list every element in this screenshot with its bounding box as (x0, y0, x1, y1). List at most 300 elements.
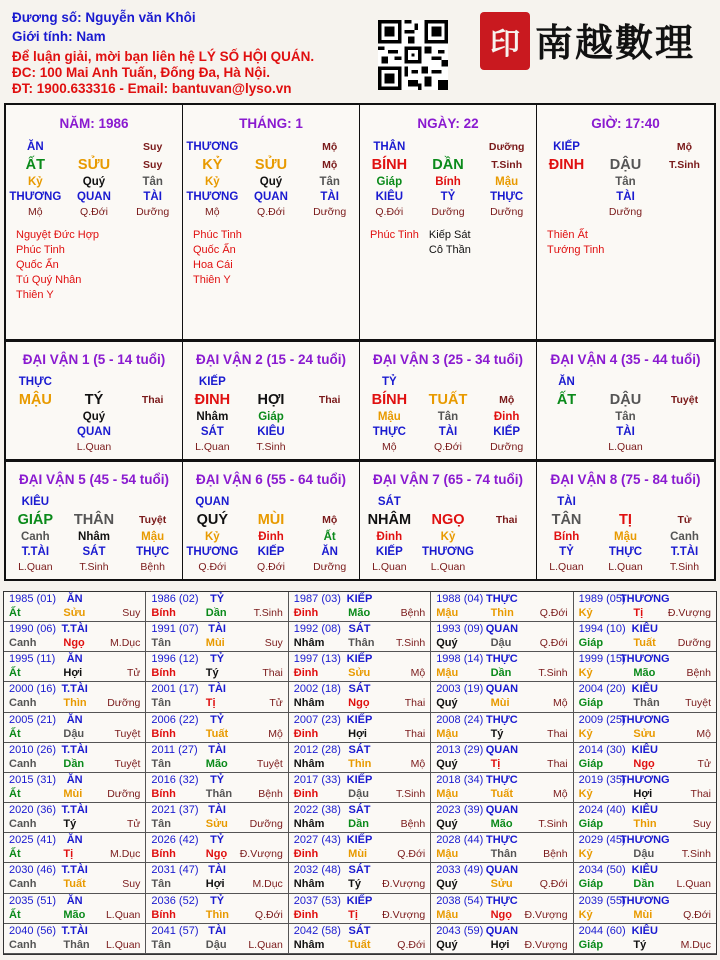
pillar-title: THÁNG: 1 (239, 116, 303, 131)
year-number: 1992 (08) (293, 623, 341, 636)
dai-van-hidden-can: Đinh (258, 531, 284, 543)
year-cell (146, 682, 288, 712)
star-red: Thiên Y (193, 274, 231, 286)
pillar-chi: SỬU (254, 157, 288, 173)
dai-van-hidden-star: KIẾP (375, 546, 403, 558)
qr-code-icon[interactable] (378, 20, 448, 90)
pillar-hidden-can: Quý (259, 176, 283, 188)
year-chi: Tị (205, 697, 216, 710)
year-can: Giáp (578, 938, 604, 951)
dai-van-hidden-can (123, 410, 182, 425)
year-stage: M.Dục (252, 878, 283, 891)
year-chi: Tý (348, 878, 362, 891)
dai-van-main-row (6, 510, 182, 530)
year-cell (431, 773, 573, 803)
year-chi: Tý (205, 667, 219, 680)
pillar-hidden-star-row (360, 190, 536, 205)
pillar-hidden-star: THƯƠNG (9, 191, 62, 203)
year-chi: Thìn (633, 818, 657, 831)
dai-van-hidden-star: TÀI (438, 426, 458, 438)
year-line-1 (574, 713, 716, 727)
year-cell (431, 803, 573, 833)
dai-van-hidden-note: T.Sinh (79, 561, 109, 573)
dai-van-hidden-note (6, 440, 65, 455)
year-can: Giáp (578, 878, 604, 891)
year-chi: Dần (63, 757, 85, 770)
year-line-2 (146, 817, 287, 831)
year-stage: Suy (692, 818, 711, 831)
year-stage: M.Dục (680, 938, 711, 951)
dai-van-hidden-can: Canh (20, 531, 50, 543)
year-stage: Suy (264, 637, 283, 650)
year-star: TỶ (210, 653, 225, 666)
pillar-hidden-note-row (183, 205, 359, 220)
dai-van-hidden-note-row (6, 560, 182, 575)
year-can: Kỷ (578, 667, 593, 680)
dai-van-hidden-star: THỰC (372, 426, 406, 438)
year-line-2 (146, 606, 287, 620)
dai-van-3 (360, 342, 537, 459)
year-star: THỰC (486, 894, 518, 907)
year-can: Giáp (578, 757, 604, 770)
star-red: Tú Quý Nhân (16, 274, 82, 286)
year-number: 2007 (23) (293, 713, 341, 726)
year-chi: Dậu (633, 848, 655, 861)
year-line-2 (574, 727, 716, 741)
year-can: Tân (151, 757, 171, 770)
year-cell (4, 743, 146, 773)
year-cell (146, 924, 288, 954)
pillar-stars-red-col (370, 228, 419, 258)
year-star: ĂN (66, 713, 83, 726)
year-chi: Ngọ (205, 848, 228, 861)
year-star: TỶ (210, 894, 225, 907)
pillar-main-row (183, 155, 359, 175)
pillar-hidden-note: Dưỡng (313, 206, 347, 218)
year-star: TÀI (208, 743, 226, 756)
pillar-hidden-can: Quý (82, 176, 106, 188)
year-can: Mậu (436, 607, 459, 619)
year-number: 2003 (19) (436, 683, 484, 696)
year-chi: Sửu (490, 878, 513, 891)
dai-van-hidden-can (655, 410, 714, 425)
year-can: Quý (436, 637, 458, 650)
year-can: Đinh (293, 727, 319, 740)
year-number: 2005 (21) (9, 713, 57, 726)
year-line-1 (146, 833, 287, 847)
year-line-2 (4, 787, 145, 801)
year-line-2 (146, 757, 287, 771)
year-number: 2000 (16) (9, 683, 57, 696)
dai-van-hidden-star: THƯƠNG (422, 546, 474, 558)
dai-van-8 (537, 462, 714, 579)
year-line-2 (431, 908, 572, 922)
dai-van-blank (596, 495, 655, 510)
year-chi: Dần (633, 878, 655, 891)
year-can: Nhâm (293, 757, 325, 770)
year-chi: Tý (490, 727, 504, 740)
pillar-hidden-can-row (6, 175, 182, 190)
pillar-top-row (360, 140, 536, 155)
year-number: 1988 (04) (436, 593, 484, 605)
dai-van-hidden-note-row (183, 440, 359, 455)
year-stage: Tuyệt (685, 697, 711, 710)
year-line-1 (146, 743, 287, 757)
year-number: 2010 (26) (9, 743, 57, 756)
pillar-hidden-note: Q.Đới (257, 206, 285, 218)
year-line-1 (289, 894, 430, 908)
year-stage: Q.Đới (397, 938, 426, 951)
year-star: TÀI (208, 623, 226, 636)
year-can: Bính (151, 727, 176, 740)
year-line-2 (146, 666, 287, 680)
year-line-2 (289, 877, 430, 891)
year-cell (431, 894, 573, 924)
year-can: Ất (9, 908, 21, 921)
year-can: Canh (9, 637, 37, 650)
pillar-chi: DẬU (609, 157, 642, 173)
year-number: 2002 (18) (293, 683, 341, 696)
dai-van-1 (6, 342, 183, 459)
dai-van-hidden-can: Mậu (377, 411, 401, 423)
dai-van-hidden-can: Ất (323, 531, 336, 543)
year-can: Nhâm (293, 697, 325, 710)
pillar-hidden-star: THƯƠNG (186, 191, 239, 203)
year-star: TỶ (210, 713, 225, 726)
star-red: Nguyệt Đức Hợp (16, 229, 100, 241)
year-star: SÁT (348, 743, 371, 756)
year-chi: Thìn (205, 908, 229, 921)
year-chi: Dậu (63, 727, 85, 740)
pillar-hidden-star: TỶ (440, 191, 456, 203)
year-star: ĂN (66, 773, 83, 786)
year-line-1 (146, 924, 287, 938)
pillar-hidden-can: Tân (319, 176, 340, 188)
year-line-2 (574, 908, 716, 922)
dai-van-hidden-can: Kỷ (204, 531, 220, 543)
year-can: Nhâm (293, 878, 325, 891)
year-chi: Mùi (348, 848, 368, 861)
year-line-1 (146, 682, 287, 696)
pillar-top-blank (419, 140, 478, 155)
year-chi: Mão (348, 607, 371, 619)
dai-van-row-2 (4, 460, 716, 581)
dai-van-hidden-can-row (6, 530, 182, 545)
year-line-2 (289, 696, 430, 710)
dai-van-6 (183, 462, 360, 579)
year-line-1 (574, 652, 716, 666)
year-number: 2029 (45) (578, 834, 626, 847)
year-stage: Suy (122, 607, 141, 619)
dai-van-hidden-can (537, 410, 596, 425)
year-stage: Suy (122, 878, 141, 891)
pillar-hidden-can: Kỷ (204, 176, 220, 188)
year-stage: Q.Đới (539, 637, 568, 650)
year-cell (4, 773, 146, 803)
dai-van-hidden-star-row (360, 425, 536, 440)
dai-van-hidden-can: Kỷ (440, 531, 456, 543)
year-star: THƯƠNG (619, 593, 670, 605)
year-cell (574, 713, 716, 743)
year-cell (431, 924, 573, 954)
dai-van-chi: TUẤT (428, 392, 468, 408)
dai-van-blank-2 (655, 375, 714, 390)
dai-van-star-row (360, 495, 536, 510)
year-stage: T.Sinh (538, 667, 568, 680)
dai-van-star: SÁT (377, 496, 401, 508)
year-cell (289, 682, 431, 712)
year-star: THƯƠNG (619, 653, 670, 666)
pillar-stars-wrap (370, 228, 536, 258)
dai-van-hidden-note: L.Quan (372, 561, 407, 573)
year-star: T.TÀI (61, 864, 88, 877)
year-line-1 (574, 833, 716, 847)
year-chi: Thân (63, 938, 90, 951)
year-cell (146, 894, 288, 924)
year-number: 2034 (50) (578, 864, 626, 877)
year-cell (4, 894, 146, 924)
year-line-1 (574, 773, 716, 787)
pillar-top-star: ĂN (27, 141, 44, 153)
year-stage: Dưỡng (677, 637, 711, 650)
dai-van-hidden-note (123, 440, 182, 455)
year-stage: Mộ (410, 667, 426, 680)
dai-van-chi: TÝ (84, 392, 104, 408)
year-star: THỰC (486, 593, 518, 605)
year-cell (4, 682, 146, 712)
dai-van-hidden-star (537, 425, 596, 440)
year-cell (574, 894, 716, 924)
year-chi: Sửu (633, 727, 656, 740)
pillar-main-row (360, 155, 536, 175)
year-chi: Thân (205, 787, 233, 800)
year-stage: Dưỡng (107, 697, 141, 710)
year-chi: Dần (490, 667, 512, 680)
year-cell (146, 743, 288, 773)
year-can: Mậu (436, 848, 459, 861)
year-line-1 (574, 924, 716, 938)
dai-van-hidden-star: QUAN (77, 426, 111, 438)
year-stage: Mộ (268, 727, 283, 740)
star-red: Phúc Tinh (370, 229, 419, 241)
year-cell (431, 743, 573, 773)
pillar-main-row (6, 155, 182, 175)
year-number: 2031 (47) (151, 864, 199, 877)
pillar-can: BÍNH (371, 157, 408, 173)
year-number: 2014 (30) (578, 743, 626, 756)
pillar-top-stage: Mộ (322, 141, 338, 153)
year-can: Tân (151, 818, 171, 831)
year-cell (431, 713, 573, 743)
dai-van-can: GIÁP (17, 512, 54, 528)
year-number: 2028 (44) (436, 834, 484, 847)
dai-van-hidden-can: Đinh (376, 531, 403, 543)
year-star: T.TÀI (61, 924, 88, 937)
year-stage: L.Quan (105, 908, 141, 921)
dai-van-hidden-can: Nhâm (78, 531, 110, 543)
year-stage: Q.Đới (397, 848, 426, 861)
year-line-2 (146, 727, 287, 741)
year-line-2 (574, 636, 716, 650)
year-can: Mậu (436, 908, 459, 921)
dai-van-hidden-note (655, 440, 714, 455)
year-number: 2033 (49) (436, 864, 484, 877)
year-chi: Mùi (633, 908, 653, 921)
year-stage: Thai (262, 667, 283, 680)
year-number: 2026 (42) (151, 834, 199, 847)
year-can: Ất (9, 787, 21, 800)
pillar-hidden-note: Q.Đới (375, 206, 404, 218)
year-line-1 (431, 682, 572, 696)
pillar-hidden-can-row (537, 175, 714, 190)
dai-van-hidden-can-row (6, 410, 182, 425)
year-line-1 (289, 743, 430, 757)
year-stage: L.Quan (105, 938, 141, 951)
year-can: Ất (9, 607, 21, 619)
dai-van-hidden-note: L.Quan (195, 441, 230, 453)
year-line-1 (431, 924, 572, 938)
pillar-hidden-can: Giáp (376, 176, 403, 188)
year-stage: Mộ (553, 787, 568, 800)
dai-van-7 (360, 462, 537, 579)
year-star: THƯƠNG (619, 713, 670, 726)
year-can: Đinh (293, 908, 319, 921)
year-number: 2035 (51) (9, 894, 57, 907)
year-can: Quý (436, 938, 458, 951)
year-stage: T.Sinh (538, 818, 568, 831)
year-stage: Mộ (410, 757, 426, 770)
year-star: THỰC (486, 834, 518, 847)
pillar-top-blank (242, 140, 301, 155)
dai-van-hidden-note: Dưỡng (490, 441, 524, 453)
year-chi: Mùi (490, 697, 510, 710)
year-can: Canh (9, 697, 37, 710)
dai-van-star: KIÊU (21, 496, 50, 508)
year-cell (431, 682, 573, 712)
year-star: KIÊU (631, 864, 658, 877)
year-number: 1994 (10) (578, 623, 626, 636)
star-black: Kiếp Sát (428, 229, 471, 241)
year-star: KIẾP (346, 653, 373, 666)
year-line-2 (431, 636, 572, 650)
pillar-hidden-note-row (6, 205, 182, 220)
year-cell (574, 652, 716, 682)
year-stage: Tử (126, 667, 141, 680)
year-stage: Bệnh (400, 818, 426, 831)
dai-van-hidden-can: Đinh (493, 411, 520, 423)
year-number: 2025 (41) (9, 834, 57, 847)
star-red: Phúc Tinh (193, 229, 242, 241)
year-line-2 (289, 666, 430, 680)
dai-van-hidden-star-row (6, 545, 182, 560)
year-number: 2022 (38) (293, 804, 341, 817)
year-number: 2021 (37) (151, 804, 199, 817)
year-stage: Mộ (553, 697, 568, 710)
dai-van-hidden-note: L.Quan (18, 561, 53, 573)
year-chi: Tuất (205, 727, 229, 740)
owner-name: Đương số: Nguyễn văn Khôi (12, 10, 196, 25)
year-star: SÁT (348, 683, 371, 696)
year-star: KIÊU (631, 924, 658, 937)
dai-van-hidden-note: L.Quan (608, 441, 643, 453)
dai-van-hidden-note-row (360, 440, 536, 455)
year-line-1 (289, 924, 430, 938)
dai-van-main-row (6, 390, 182, 410)
pillar-3 (360, 105, 537, 339)
year-line-1 (431, 743, 572, 757)
gender: Giới tính: Nam (12, 29, 106, 44)
year-stage: L.Quan (248, 938, 283, 951)
year-number: 2009 (25) (578, 713, 626, 726)
year-line-1 (146, 652, 287, 666)
pillar-hidden-can-row (360, 175, 536, 190)
year-star: SÁT (348, 924, 371, 937)
year-chi: Ngọ (490, 908, 512, 921)
year-line-1 (146, 863, 287, 877)
year-stage: Q.Đới (539, 607, 568, 619)
year-stage: Mộ (696, 727, 711, 740)
year-can: Kỷ (578, 787, 593, 800)
year-line-2 (431, 757, 572, 771)
pillar-chi: SỬU (77, 157, 111, 173)
year-can: Bính (151, 908, 176, 921)
year-number: 1996 (12) (151, 653, 199, 666)
pillar-chi-stage: Mộ (322, 159, 338, 171)
year-chi: Tuất (63, 878, 86, 891)
star-black: Cô Thần (428, 244, 471, 256)
year-chi: Ngọ (348, 697, 370, 710)
pillar-4 (537, 105, 714, 339)
year-cell (289, 833, 431, 863)
dai-van-hidden-star (300, 425, 359, 440)
year-chi: Thìn (348, 757, 372, 770)
star-red: Hoa Cái (193, 259, 233, 271)
year-chi: Mão (63, 908, 86, 921)
year-line-1 (431, 773, 572, 787)
year-chi: Hợi (205, 878, 225, 891)
year-line-2 (431, 817, 572, 831)
year-line-1 (431, 863, 572, 877)
year-star: TÀI (208, 804, 226, 817)
year-chi: Tý (63, 818, 77, 831)
year-chi: Hợi (63, 667, 83, 680)
year-star: QUAN (485, 804, 519, 817)
year-line-1 (4, 803, 145, 817)
dai-van-hidden-star: T.TÀI (21, 546, 50, 558)
dai-van-hidden-note: Q.Đới (198, 561, 227, 573)
pillar-hidden-note: Dưỡng (431, 206, 465, 218)
year-line-2 (431, 696, 572, 710)
year-cell (574, 592, 716, 622)
dai-van-star: QUAN (195, 496, 230, 508)
year-stage: Q.Đới (254, 908, 283, 921)
dai-van-blank-2 (477, 375, 536, 390)
dai-van-can: TÂN (551, 512, 582, 528)
year-cell (289, 652, 431, 682)
year-star: KIẾP (346, 593, 373, 605)
year-chi: Dần (205, 607, 227, 619)
year-number: 2042 (58) (293, 924, 341, 937)
pillar-hidden-star-row (537, 190, 714, 205)
pillar-top-stage: Mộ (676, 141, 693, 153)
year-cell (431, 833, 573, 863)
dai-van-star-row (183, 375, 359, 390)
year-number: 2024 (40) (578, 804, 626, 817)
dai-van-hidden-can-row (360, 530, 536, 545)
year-can: Canh (9, 938, 37, 951)
year-stage: Bệnh (258, 787, 283, 800)
year-stage: T.Sinh (396, 637, 426, 650)
